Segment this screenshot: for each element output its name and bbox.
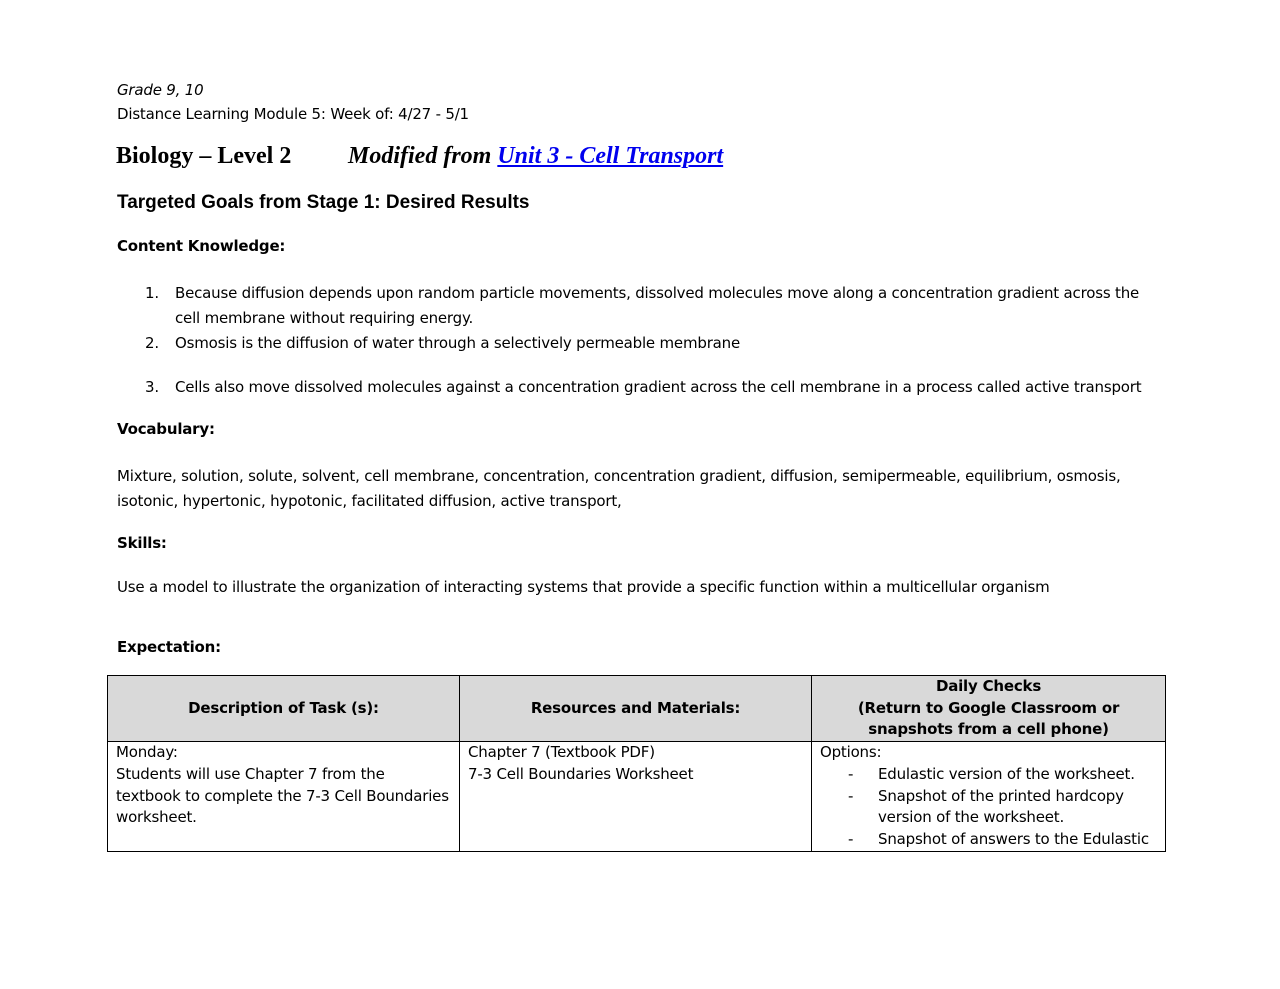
list-item-number: 2.	[145, 334, 159, 352]
task-cell	[108, 742, 460, 852]
resource-item: Chapter 7 (Textbook PDF)	[468, 743, 655, 762]
task-description: Students will use Chapter 7 from the textbook to complete the 7-3 Cell Boundaries worksheet.	[116, 764, 449, 827]
list-item-number: 1.	[145, 284, 159, 302]
content-knowledge-heading: Content Knowledge:	[117, 237, 286, 255]
bullet-dash: -	[848, 786, 854, 805]
table-row	[108, 742, 1166, 852]
list-item	[117, 331, 1167, 356]
header-task: Description of Task (s):	[108, 676, 460, 742]
course-title: Biology – Level 2	[116, 143, 292, 169]
skills-heading: Skills:	[117, 534, 167, 552]
skills-text: Use a model to illustrate the organization of interacting systems that provide a specific function within a multicellular organism	[117, 578, 1050, 596]
grade-label: Grade 9, 10	[117, 81, 204, 99]
option-text: Edulastic version of the worksheet.	[878, 764, 1135, 783]
goals-heading: Targeted Goals from Stage 1: Desired Results	[117, 192, 530, 213]
modified-from	[348, 143, 723, 170]
list-item-number: 3.	[145, 378, 159, 396]
header-resources: Resources and Materials:	[460, 676, 812, 742]
list-item	[820, 829, 1157, 851]
bullet-dash: -	[848, 764, 854, 783]
options-label: Options:	[820, 743, 882, 762]
option-text: Snapshot of the printed hardcopy version of the worksheet.	[878, 786, 1124, 827]
list-item-text: Osmosis is the diffusion of water through a selectively permeable membrane	[175, 334, 740, 352]
resource-item: 7-3 Cell Boundaries Worksheet	[468, 764, 694, 783]
module-label: Distance Learning Module 5: Week of: 4/27 - 5/1	[117, 105, 469, 123]
expectation-heading: Expectation:	[117, 638, 221, 656]
list-item-text: Because diffusion depends upon random particle movements, dissolved molecules move along a concentration gradient across the cell membrane without requiring energy.	[175, 284, 1140, 327]
content-knowledge-list	[117, 281, 1167, 400]
option-text: Snapshot of answers to the Edulastic	[878, 829, 1149, 848]
day-label: Monday:	[116, 743, 178, 762]
table-header-row	[108, 676, 1166, 742]
resources-cell	[460, 742, 812, 852]
list-item-text: Cells also move dissolved molecules against a concentration gradient across the cell membrane in a process called active transport	[175, 378, 1142, 396]
vocabulary-heading: Vocabulary:	[117, 420, 215, 438]
unit-link[interactable]: Unit 3 - Cell Transport	[497, 143, 724, 169]
modified-prefix: Modified from	[348, 143, 492, 169]
daily-checks-subtitle: (Return to Google Classroom or snapshots from a cell phone)	[857, 698, 1120, 739]
expectation-table	[107, 675, 1166, 852]
vocabulary-text: Mixture, solution, solute, solvent, cell membrane, concentration, concentration gradient, diffusion, semipermeable, equilibrium, osmosis, isotonic, hypertonic, hypotonic, facilitated diffusion, active transport,	[117, 467, 1121, 510]
bullet-dash: -	[848, 829, 854, 848]
header-daily-checks	[812, 676, 1166, 742]
daily-checks-cell	[812, 742, 1166, 852]
list-item	[117, 281, 1167, 331]
list-item	[820, 786, 1157, 829]
list-item	[820, 764, 1157, 786]
options-list	[820, 764, 1157, 851]
list-item	[117, 375, 1167, 400]
daily-checks-title: Daily Checks	[935, 677, 1042, 695]
course-title-line	[116, 143, 724, 170]
